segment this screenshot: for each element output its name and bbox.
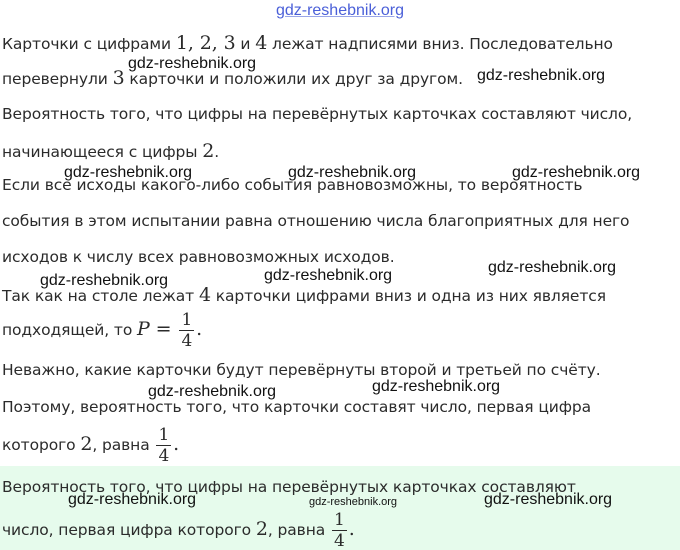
- math-digits: 1, 2, 3: [175, 32, 236, 54]
- fraction: [179, 310, 194, 351]
- problem-line-3: Вероятность того, что цифры на перевёрнутых карточках составляют число,: [2, 105, 633, 123]
- solution-line-4: Поэтому, вероятность того, что карточки составят число, первая цифра: [2, 398, 592, 416]
- solution-line-2: подходящей, то P = $\frac{1}{4}$ .: [2, 310, 203, 351]
- watermark: gdz-reshebnik.org: [477, 67, 606, 84]
- solution-line-3: Неважно, какие карточки будут перевёрнуты второй и третьей по счёту.: [2, 361, 601, 379]
- answer-line-1: Вероятность того, что цифры на перевёрнутых карточках составляют: [2, 478, 576, 496]
- answer-line-2: число, первая цифра которого 2, равна $\frac{1}{4}$ .: [2, 510, 355, 550]
- fraction-denominator: 4: [181, 331, 193, 351]
- fraction-numerator: 1: [333, 510, 345, 530]
- math-equals: =: [149, 318, 178, 340]
- solution-line-1: Так как на столе лежат 4 карточки цифрами вниз и одна из них является: [2, 284, 606, 306]
- math-digit: 4: [198, 284, 211, 306]
- watermark: gdz-reshebnik.org: [68, 491, 197, 508]
- fraction-numerator: 1: [181, 310, 193, 330]
- fraction: [156, 425, 171, 466]
- fraction-denominator: 4: [158, 446, 170, 466]
- problem-line-4: начинающееся с цифры 2.: [2, 140, 220, 162]
- math-digit: 3: [112, 67, 125, 89]
- problem-line-2: перевернули 3 карточки и положили их друг за другом.: [2, 67, 463, 89]
- watermark: gdz-reshebnik.org: [148, 383, 277, 400]
- problem-line-1: Карточки с цифрами 1, 2, 3 и 4 лежат надписями вниз. Последовательно: [2, 32, 613, 54]
- watermark: gdz-reshebnik.org: [288, 164, 417, 181]
- watermark: gdz-reshebnik.org: [512, 164, 641, 181]
- math-digit: 2: [80, 433, 93, 455]
- watermark: gdz-reshebnik.org: [264, 267, 393, 284]
- header-watermark-link[interactable]: gdz-reshebnik.org: [275, 2, 405, 19]
- math-digit: 2: [255, 518, 268, 540]
- solution-line-5: которого 2, равна $\frac{1}{4}$ .: [2, 425, 180, 466]
- math-digit: 2: [202, 140, 215, 162]
- fraction-denominator: 4: [333, 531, 345, 550]
- math-variable: P: [137, 318, 150, 340]
- watermark: gdz-reshebnik.org: [128, 55, 257, 72]
- watermark: gdz-reshebnik.org: [488, 259, 617, 276]
- watermark: gdz-reshebnik.org: [372, 378, 501, 395]
- theory-line-1: Если все исходы какого-либо события равновозможны, то вероятность: [2, 176, 583, 194]
- fraction: [332, 510, 347, 550]
- theory-line-2: события в этом испытании равна отношению числа благоприятных для него: [2, 212, 630, 230]
- theory-line-3: исходов к числу всех равновозможных исходов.: [2, 248, 395, 266]
- watermark: gdz-reshebnik.org: [484, 491, 613, 508]
- watermark: gdz-reshebnik.org: [64, 164, 193, 181]
- fraction-numerator: 1: [158, 425, 170, 445]
- watermark: gdz-reshebnik.org: [40, 272, 169, 289]
- math-digit: 4: [255, 32, 268, 54]
- watermark-small: gdz-reshebnik.org: [309, 496, 398, 508]
